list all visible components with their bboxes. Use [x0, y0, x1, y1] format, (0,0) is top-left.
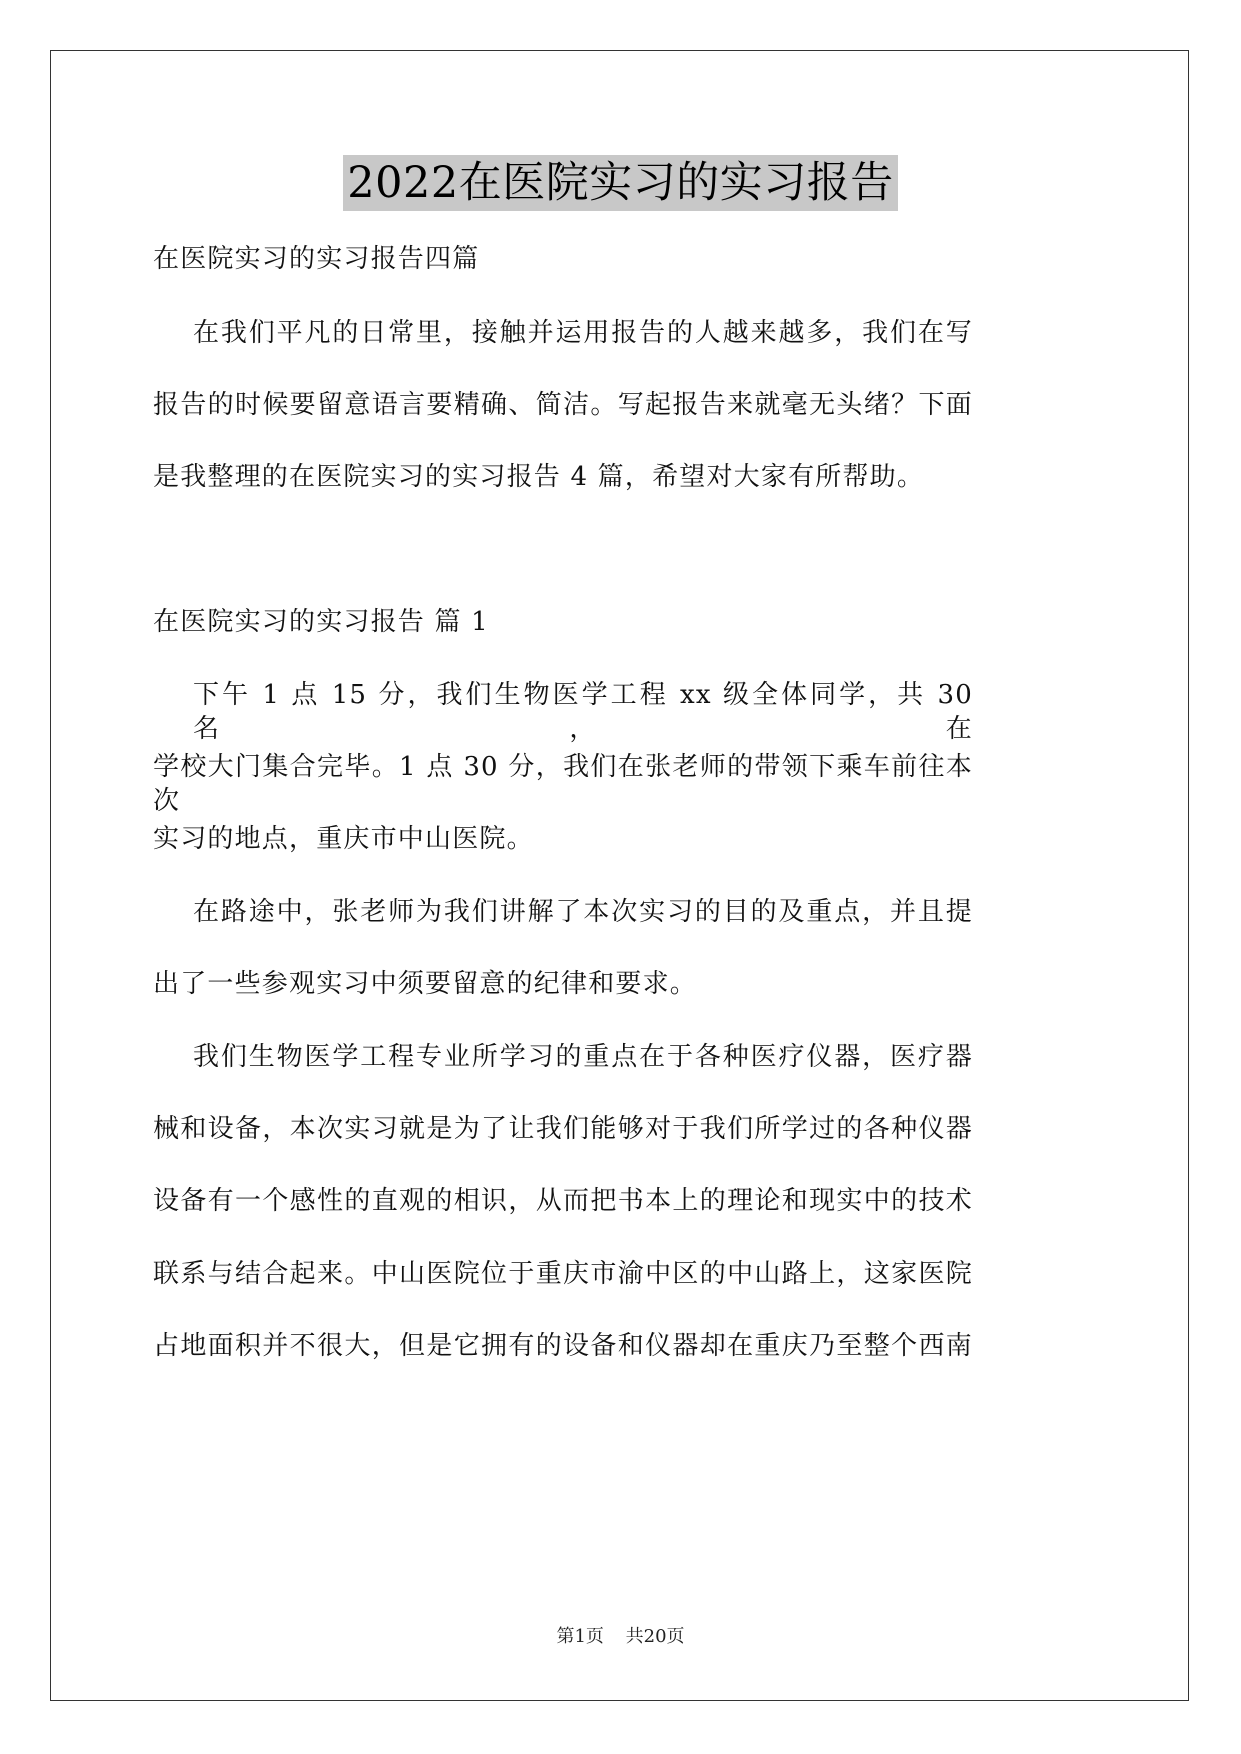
page-border: [50, 50, 1189, 1701]
subtitle: 在医院实习的实习报告四篇: [153, 244, 480, 274]
intro-line-2: 报告的时候要留意语言要精确、简洁。写起报告来就毫无头绪？下面: [153, 390, 973, 420]
title-container: [0, 155, 1241, 211]
section-line-7: 械和设备，本次实习就是为了让我们能够对于我们所学过的各种仪器: [153, 1114, 973, 1144]
section-line-9: 联系与结合起来。中山医院位于重庆市渝中区的中山路上，这家医院: [153, 1259, 973, 1289]
section-line-10: 占地面积并不很大，但是它拥有的设备和仪器却在重庆乃至整个西南: [153, 1331, 973, 1361]
section-line-4: 在路途中，张老师为我们讲解了本次实习的目的及重点，并且提: [193, 897, 973, 927]
page-number: 第1页: [556, 1626, 604, 1647]
document-title: 2022在医院实习的实习报告: [343, 155, 897, 211]
intro-line-1: 在我们平凡的日常里，接触并运用报告的人越来越多，我们在写: [193, 318, 973, 348]
intro-line-3: 是我整理的在医院实习的实习报告 4 篇，希望对大家有所帮助。: [153, 462, 925, 492]
page-footer: [0, 1622, 1241, 1648]
section-line-6: 我们生物医学工程专业所学习的重点在于各种医疗仪器，医疗器: [193, 1042, 973, 1072]
section-line-2: 学校大门集合完毕。1 点 30 分，我们在张老师的带领下乘车前往本次: [153, 752, 973, 816]
section-line-3: 实习的地点，重庆市中山医院。: [153, 824, 534, 854]
section-line-8: 设备有一个感性的直观的相识，从而把书本上的理论和现实中的技术: [153, 1186, 973, 1216]
section-line-5: 出了一些参观实习中须要留意的纪律和要求。: [153, 969, 698, 999]
section-line-1: 下午 1 点 15 分，我们生物医学工程 xx 级全体同学，共 30 名，在: [193, 680, 973, 744]
section-heading: 在医院实习的实习报告 篇 1: [153, 607, 489, 637]
page-total: 共20页: [625, 1626, 685, 1647]
